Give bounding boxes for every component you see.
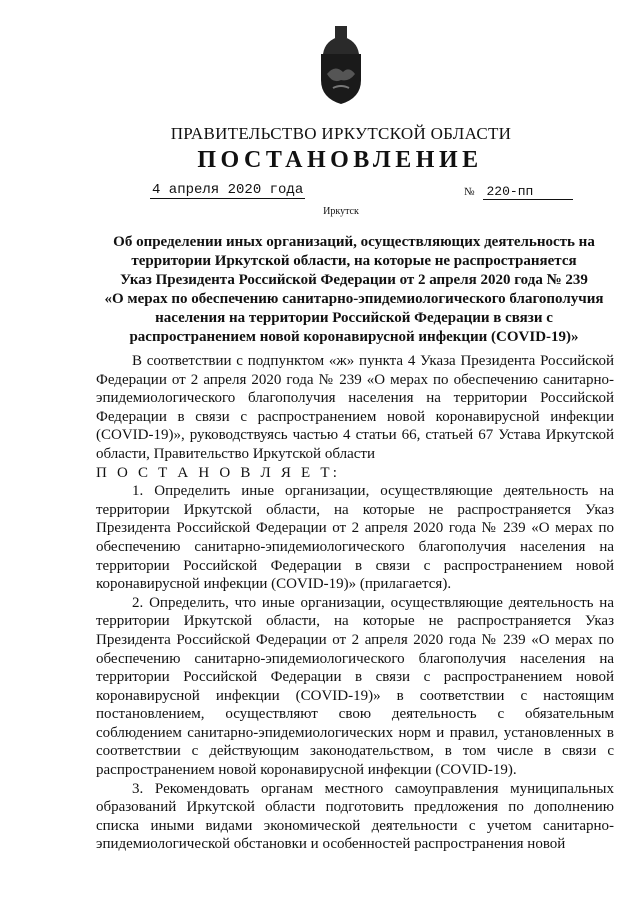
item-paragraph: 1. Определить иные организации, осуществляющие деятельность на территории Иркутской области, на которые не распространяется Указ Президента Российской Федерации от 2 апреля 2020 года № 239 «О мерах по обеспечению санитарно-эпидемиологического благополучия населения на территории Российской Федерации в связи с распространением новой коронавирусной инфекции (COVID-19)» (прилагается). [96, 483, 614, 593]
title-line: Об определении иных организаций, осуществляющих деятельность на [113, 234, 595, 250]
government-name: ПРАВИТЕЛЬСТВО ИРКУТСКОЙ ОБЛАСТИ [170, 124, 512, 143]
title-line: распространением новой коронавирусной инфекции (COVID-19)» [129, 329, 579, 345]
item-paragraph: 3. Рекомендовать органам местного самоуправления муниципальных образований Иркутской области подготовить предложения по дополнению списка иными видами экономической деятельности с учетом санитарно-эпидемиологической обстановки и особенностей распространения новой [96, 780, 614, 853]
document-body [96, 352, 614, 854]
document-date [150, 182, 305, 198]
number-label: № [464, 186, 475, 198]
number-value: 220-пп [483, 184, 573, 200]
preamble-paragraph: В соответствии с подпунктом «ж» пункта 4 Указа Президента Российской Федерации от 2 апреля 2020 года № 239 «О мерах по обеспечению санитарно-эпидемиологического благополучия населения на территории Российской Федерации в связи с распространением новой коронавирусной инфекции (COVID-19)», руководствуясь частью 4 статьи 66, статьей 67 Устава Иркутской области, Правительство Иркутской области [96, 353, 614, 462]
document-number [464, 184, 573, 200]
date-value: 4 апреля 2020 года [152, 182, 304, 198]
city-name: Иркутск [323, 206, 359, 217]
document-type: ПОСТАНОВЛЕНИЕ [197, 147, 483, 173]
title-line: «О мерах по обеспечению санитарно-эпидемиологического благополучия [104, 291, 604, 307]
coat-of-arms-emblem [313, 24, 369, 108]
document-title [94, 233, 614, 347]
decree-word: П О С Т А Н О В Л Я Е Т: [96, 464, 341, 481]
item-paragraph: 2. Определить, что иные организации, осуществляющие деятельность на территории Иркутской области, на которые не распространяется Указ Президента Российской Федерации от 2 апреля 2020 года № 239 «О мерах по обеспечению санитарно-эпидемиологического благополучия населения на территории Российской Федерации в связи с распространением новой коронавирусной инфекции (COVID-19)» в соответствии с настоящим постановлением, осуществляют свою деятельность с обязательным соблюдением санитарно-эпидемиологических норм и правил, установленных в соответствии с действующим законодательством, в том числе в связи с распространением новой коронавирусной инфекции (COVID-19). [96, 594, 614, 779]
title-line: населения на территории Российской Федерации в связи с [155, 310, 553, 326]
title-line: Указ Президента Российской Федерации от 2 апреля 2020 года № 239 [120, 272, 588, 288]
title-line: территории Иркутской области, на которые не распространяется [131, 253, 577, 269]
